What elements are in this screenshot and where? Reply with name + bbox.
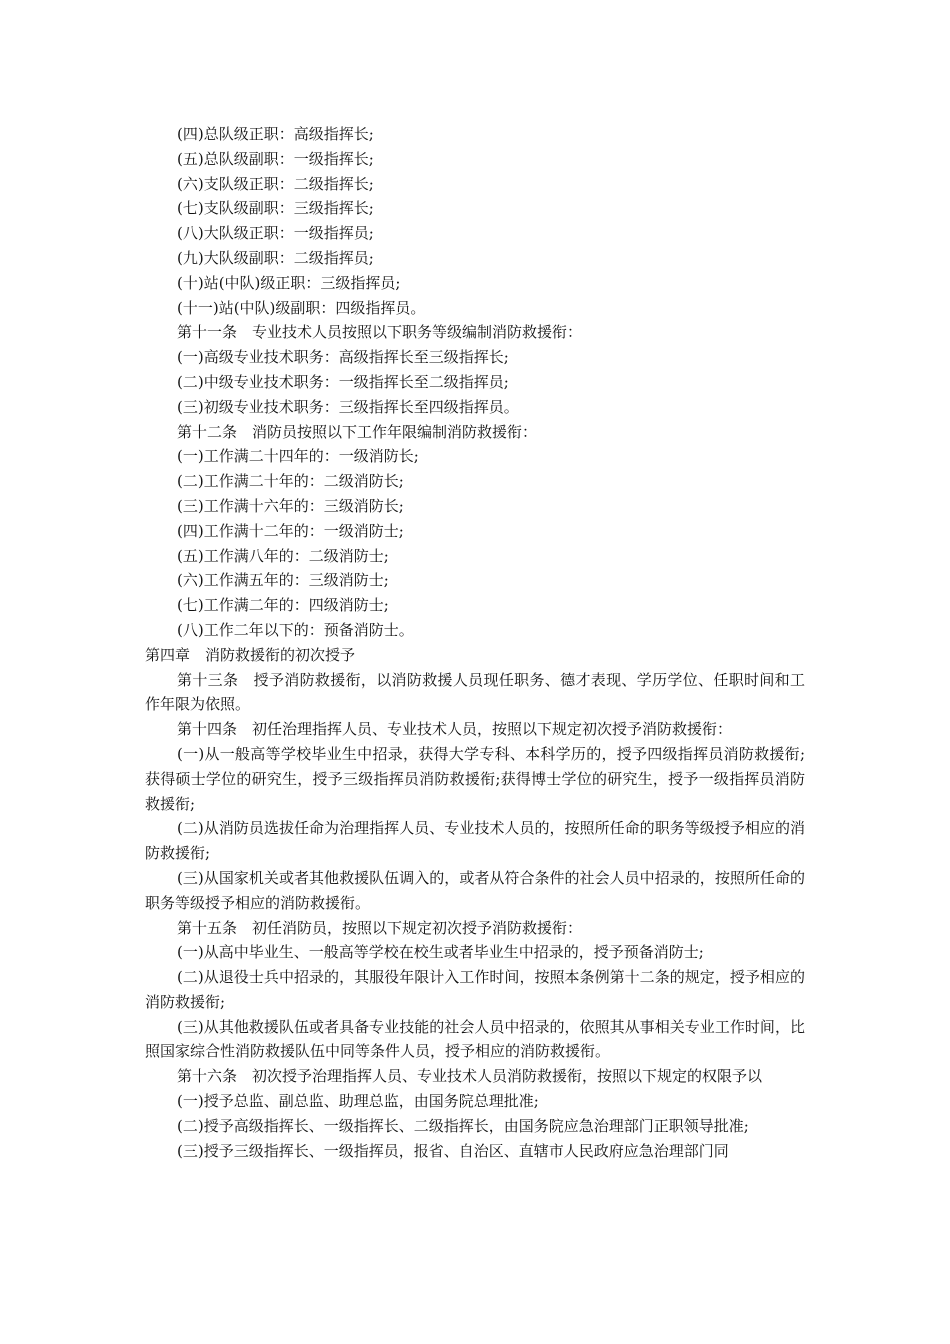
paragraph: (三)从其他救援队伍或者具备专业技能的社会人员中招录的，依照其从事相关专业工作时间，比照国家综合性消防救援队伍中同等条件人员，授予相应的消防救援衔。 xyxy=(145,1017,805,1061)
chapter-heading: 第四章 消防救援衔的初次授予 xyxy=(145,645,356,664)
paragraph: (四)工作满十二年的：一级消防士; xyxy=(177,521,404,540)
paragraph: (一)授予总监、副总监、助理总监，由国务院总理批准; xyxy=(177,1092,539,1111)
paragraph: (三)授予三级指挥长、一级指挥员，报省、自治区、直辖市人民政府应急治理部门同 xyxy=(177,1141,729,1160)
document-body xyxy=(145,122,805,1163)
paragraph: (一)高级专业技术职务：高级指挥长至三级指挥长; xyxy=(177,348,509,367)
paragraph: (五)总队级副职：一级指挥长; xyxy=(177,149,374,168)
paragraph: (六)工作满五年的：三级消防士; xyxy=(177,571,389,590)
paragraph: (五)工作满八年的：二级消防士; xyxy=(177,546,389,565)
paragraph: (七)支队级副职：三级指挥长; xyxy=(177,199,374,218)
paragraph: (一)从高中毕业生、一般高等学校在校生或者毕业生中招录的，授予预备消防士; xyxy=(177,943,704,962)
paragraph: 第十四条 初任治理指挥人员、专业技术人员，按照以下规定初次授予消防救援衔： xyxy=(177,720,733,739)
paragraph: 第十五条 初任消防员，按照以下规定初次授予消防救援衔： xyxy=(177,918,583,937)
paragraph: 第十一条 专业技术人员按照以下职务等级编制消防救援衔： xyxy=(177,323,583,342)
paragraph: (二)从退役士兵中招录的，其服役年限计入工作时间，按照本条例第十二条的规定，授予相应的消防救援衔; xyxy=(145,968,805,1011)
paragraph: (三)从国家机关或者其他救援队伍调入的，或者从符合条件的社会人员中招录的，按照所任命的职务等级授予相应的消防救援衔。 xyxy=(145,868,805,912)
paragraph: (二)授予高级指挥长、一级指挥长、二级指挥长，由国务院应急治理部门正职领导批准; xyxy=(177,1116,749,1135)
paragraph: 第十二条 消防员按照以下工作年限编制消防救援衔： xyxy=(177,422,538,441)
paragraph: (七)工作满二年的：四级消防士; xyxy=(177,596,389,615)
paragraph: (一)从一般高等学校毕业生中招录，获得大学专科、本科学历的，授予四级指挥员消防救援衔;获得硕士学位的研究生，授予三级指挥员消防救援衔;获得博士学位的研究生，授予一级指挥员消防救援衔; xyxy=(145,744,805,813)
paragraph: (十一)站(中队)级副职：四级指挥员。 xyxy=(177,298,426,317)
paragraph: (八)大队级正职：一级指挥员; xyxy=(177,224,374,243)
paragraph: (二)从消防员选拔任命为治理指挥人员、专业技术人员的，按照所任命的职务等级授予相应的消防救援衔; xyxy=(145,819,805,863)
paragraph: (六)支队级正职：二级指挥长; xyxy=(177,174,374,193)
paragraph: (四)总队级正职：高级指挥长; xyxy=(177,125,374,143)
paragraph: 第十六条 初次授予治理指挥人员、专业技术人员消防救援衔，按照以下规定的权限予以 xyxy=(177,1067,763,1086)
paragraph: (十)站(中队)级正职：三级指挥员; xyxy=(177,273,401,292)
paragraph: (一)工作满二十四年的：一级消防长; xyxy=(177,447,419,466)
paragraph: (二)中级专业技术职务：一级指挥长至二级指挥员; xyxy=(177,372,509,391)
paragraph: 第十三条 授予消防救援衔，以消防救援人员现任职务、德才表现、学历学位、任职时间和工作年限为依照。 xyxy=(145,670,805,714)
paragraph: (九)大队级副职：二级指挥员; xyxy=(177,248,374,267)
paragraph: (三)工作满十六年的：三级消防长; xyxy=(177,496,404,515)
paragraph: (八)工作二年以下的：预备消防士。 xyxy=(177,620,414,639)
paragraph: (二)工作满二十年的：二级消防长; xyxy=(177,472,404,491)
paragraph: (三)初级专业技术职务：三级指挥长至四级指挥员。 xyxy=(177,397,519,416)
